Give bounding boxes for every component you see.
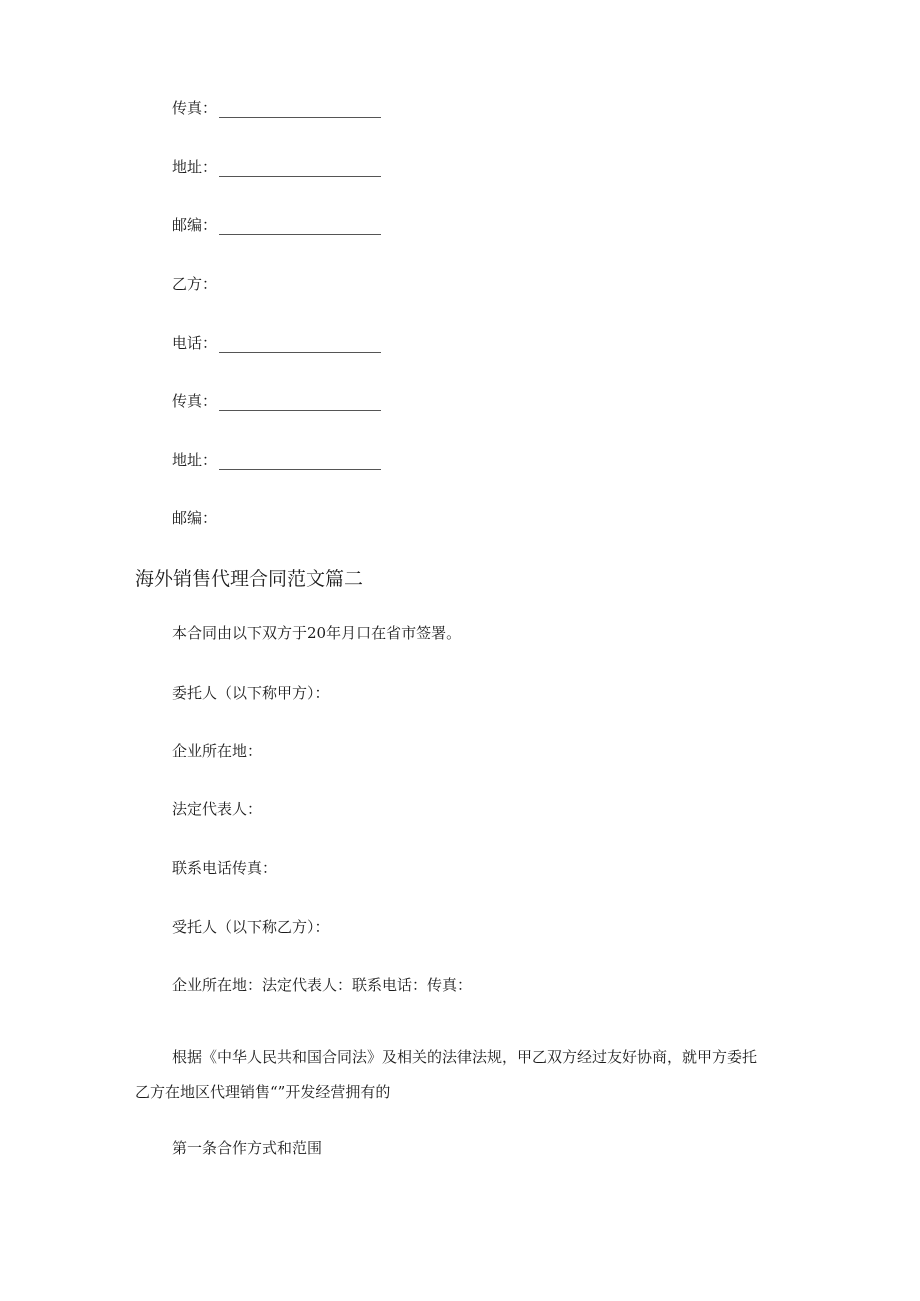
fax-field <box>172 391 381 411</box>
postcode-label <box>172 508 217 528</box>
text-line: 联系电话传真： <box>172 859 278 877</box>
article-title: 第一条合作方式和范围 <box>172 1139 323 1157</box>
fax-field <box>172 98 381 118</box>
postcode-field <box>172 215 381 235</box>
paragraph-line: 乙方在地区代理销售“”开发经营拥有的 <box>135 1083 391 1101</box>
address-field <box>172 450 381 470</box>
field-label: 邮编： <box>172 509 218 527</box>
fill-in-blank <box>219 221 381 235</box>
text-line: 委托人（以下称甲方）： <box>172 684 330 702</box>
text-line: 本合同由以下双方于20年月口在省市签署。 <box>172 624 462 642</box>
party-b-label <box>172 274 217 294</box>
text-line: 受托人（以下称乙方）： <box>172 918 330 936</box>
phone-field <box>172 333 381 353</box>
text-line: 企业所在地： <box>172 742 263 760</box>
field-label: 地址： <box>172 451 218 469</box>
text-line: 企业所在地：法定代表人：联系电话：传真： <box>172 976 473 994</box>
field-label: 地址： <box>172 158 218 176</box>
fill-in-blank <box>219 397 381 411</box>
address-field <box>172 157 381 177</box>
field-label: 传真： <box>172 392 218 410</box>
text-line: 法定代表人： <box>172 800 263 818</box>
fill-in-blank <box>219 163 381 177</box>
field-label: 邮编： <box>172 216 218 234</box>
fill-in-blank <box>219 339 381 353</box>
fill-in-blank <box>219 456 381 470</box>
fill-in-blank <box>219 104 381 118</box>
field-label: 电话： <box>172 334 218 352</box>
paragraph-line: 根据《中华人民共和国合同法》及相关的法律法规，甲乙双方经过友好协商，就甲方委托 <box>172 1048 758 1066</box>
field-label: 乙方： <box>172 275 218 293</box>
section-heading: 海外销售代理合同范文篇二 <box>135 568 364 590</box>
field-label: 传真： <box>172 99 218 117</box>
